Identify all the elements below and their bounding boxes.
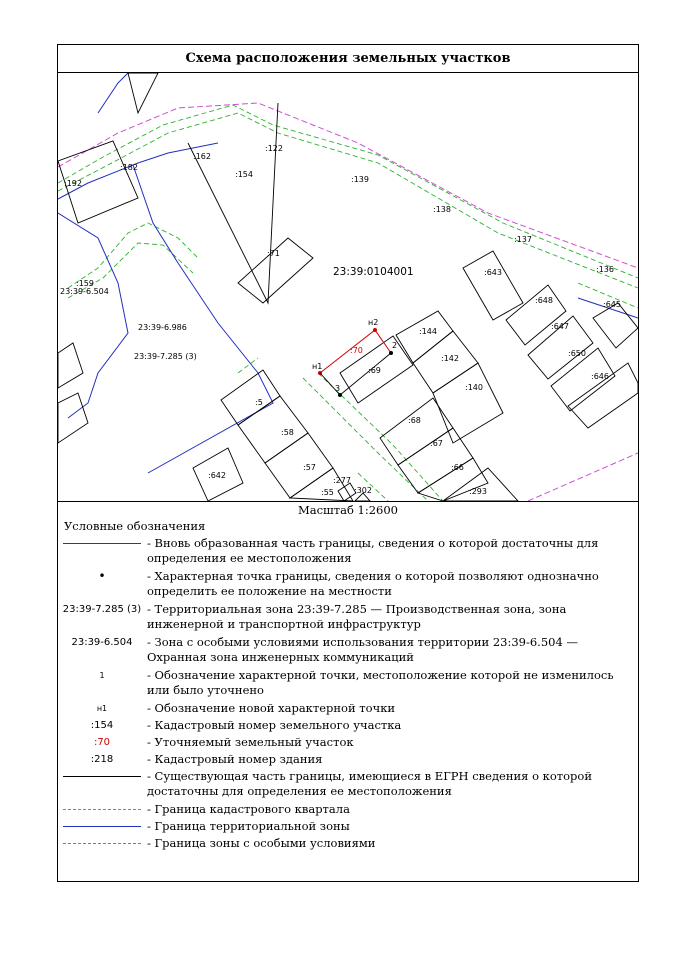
territorial-zone-line-2 <box>133 165 273 473</box>
label-55: :55 <box>321 488 334 497</box>
point-2-label: 2 <box>392 341 398 350</box>
green-dashed-line-symbol <box>63 843 141 844</box>
label-140: :140 <box>465 383 483 392</box>
red-line-symbol <box>63 543 141 544</box>
building-645 <box>593 303 638 348</box>
label-136: :136 <box>596 265 614 274</box>
label-302: :302 <box>354 486 372 495</box>
parcel-70-label: :70 <box>350 346 363 355</box>
label-293: :293 <box>469 487 487 496</box>
building-north <box>128 73 158 113</box>
map-scale: Масштаб 1:2600 <box>297 503 399 517</box>
point-3-label: 3 <box>335 384 341 393</box>
special-zone-road <box>303 378 428 501</box>
label-66: :66 <box>451 463 464 472</box>
label-192: :192 <box>64 179 82 188</box>
label-68: :68 <box>408 416 421 425</box>
quarter-number: 23:39:0104001 <box>333 266 414 278</box>
label-647: :647 <box>551 322 569 331</box>
label-5: :5 <box>255 398 263 407</box>
quarter-boundary-east <box>528 453 638 501</box>
territorial-zone-line-3 <box>58 213 128 418</box>
cadastral-map <box>58 73 638 501</box>
parcel-140 <box>433 363 503 443</box>
label-159: :159 <box>76 279 94 288</box>
lot-58 <box>238 396 308 463</box>
label-57: :57 <box>303 463 316 472</box>
black-line-symbol <box>63 776 141 777</box>
map-area <box>58 73 638 502</box>
label-646: :646 <box>591 372 609 381</box>
label-69: :69 <box>368 366 381 375</box>
label-643: :643 <box>484 268 502 277</box>
territorial-zone-line-4 <box>98 73 128 113</box>
label-182: :182 <box>120 163 138 172</box>
special-zone-north-2 <box>58 105 638 278</box>
scheme-title: Схема расположения земельных участков <box>58 45 638 73</box>
label-154: :154 <box>235 170 253 179</box>
zone-label-3: 23:39-6.504 <box>60 287 109 296</box>
label-650: :650 <box>568 349 586 358</box>
building-648 <box>506 285 566 345</box>
label-642: :642 <box>208 471 226 480</box>
label-138: :138 <box>433 205 451 214</box>
label-162: :162 <box>193 152 211 161</box>
point-n1-label: н1 <box>312 362 323 371</box>
label-142: :142 <box>441 354 459 363</box>
building-west-2 <box>58 393 88 443</box>
label-277: :277 <box>333 476 351 485</box>
building-643 <box>463 251 523 320</box>
point-n2 <box>373 328 377 332</box>
lot-68 <box>380 398 453 465</box>
point-symbol: • <box>98 569 106 583</box>
building-71 <box>238 238 313 303</box>
label-58: :58 <box>281 428 294 437</box>
legend-title: Условные обозначения <box>64 519 206 533</box>
label-137: :137 <box>514 235 532 244</box>
point-n2-label: н2 <box>368 318 379 327</box>
boundary-3-2 <box>340 353 391 395</box>
label-648: :648 <box>535 296 553 305</box>
zone-label-1: 23:39-6.986 <box>138 323 187 332</box>
label-139: :139 <box>351 175 369 184</box>
zone-label-2: 23:39-7.285 (3) <box>134 352 197 361</box>
label-67: :67 <box>430 439 443 448</box>
label-144: :144 <box>419 327 437 336</box>
parcel-162-boundary <box>188 103 278 303</box>
label-71: :71 <box>267 249 280 258</box>
label-645: :645 <box>603 300 621 309</box>
blue-line-symbol <box>63 826 141 827</box>
building-west-1 <box>58 343 83 388</box>
label-122: :122 <box>265 144 283 153</box>
scheme-frame: Схема расположения земельных участков 23:39:0104001 :182 :192 :162 :122 :154 :139 :138 :137 :136 :71 :643 :648 :645 :647 :650 :646 :144 :142 :140 :69 :68 :67 :66 :293 :5 :58 :57 :55 :277 :302 :642 :159 23:39-6.504 23:39-6.986 23:39-7.285 (3) :70 н1 н2 2 3 Масштаб 1:2600 Условные обозначения - Вновь образованная часть границы, сведения о которой достаточны для определения ее местоположения • - Характерная точка границы, сведения о которой позволяют однозначно определить ее положение на местности 23:39-7.285 (3) - Территориальная зона 23:39-7.285 — Производственная зона, зона инженерной и транспортной инфраструктур 23:39-6.504 - Зона с особыми условиями использования территории 23:39-6.504 — Охранная зона инженерных коммуникаций 1 - Обозначение характерной точки, местоположение которой не изменилось или было уточнено н1 - Обозначение новой характерной точки :154 - Кадастровый номер земельного участка :70 - Уточняемый земельный участок :218 - Кадастровый номер здания - Существующая часть границы, имеющиеся в ЕГРН сведения о которой достаточны для определения ее местоположения - Граница кадастрового квартала - Граница территориальной зоны - Граница зоны с особыми условиями <box>57 44 639 882</box>
magenta-dashed-line-symbol <box>63 809 141 810</box>
